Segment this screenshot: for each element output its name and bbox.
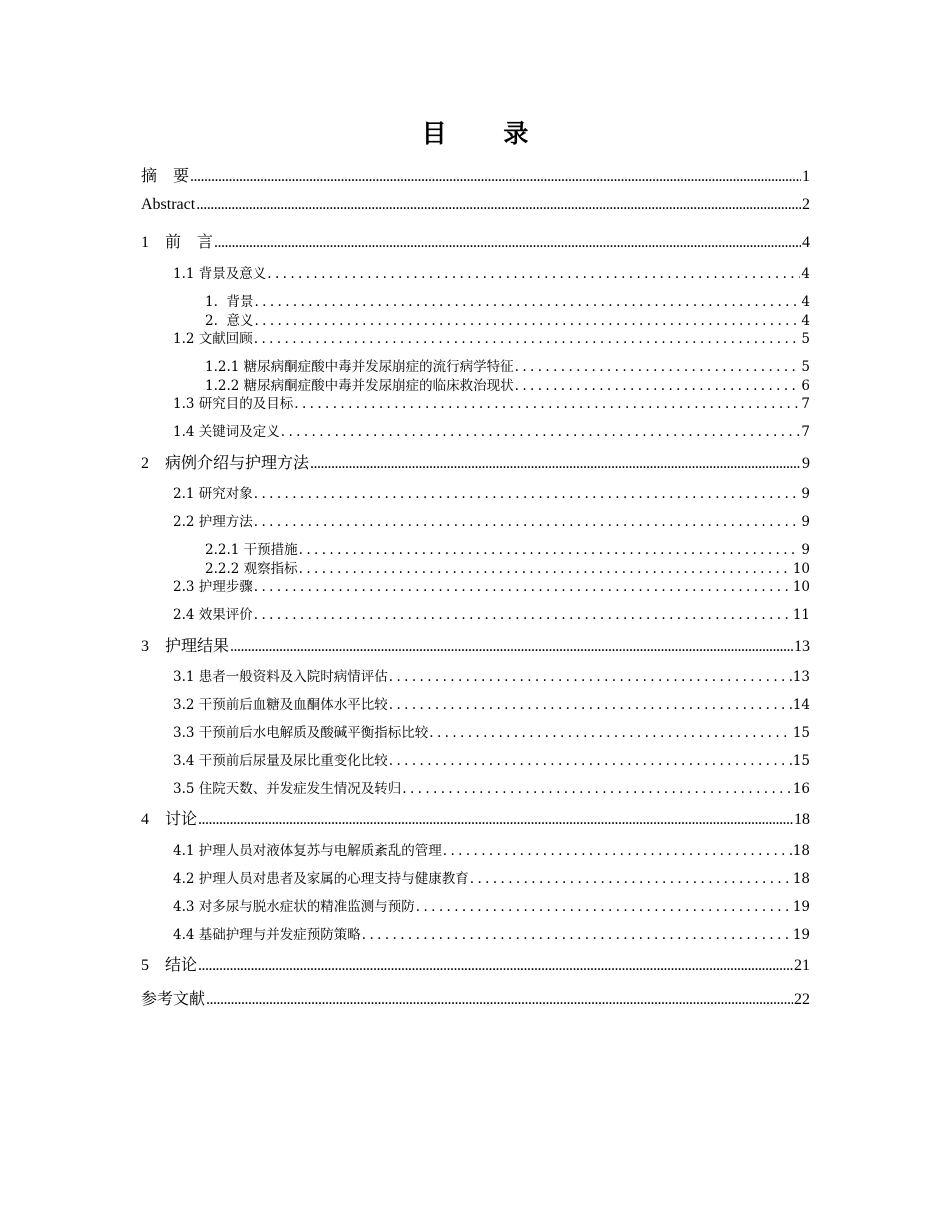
toc-entry-1-1[interactable]	[173, 262, 810, 282]
toc-entry-label: 4 讨论	[141, 811, 198, 828]
toc-entry-page: 11	[792, 607, 810, 623]
toc-leader-dots	[362, 927, 792, 943]
toc-leader-dots	[402, 781, 792, 797]
toc-entry-label: 3.1 患者一般资料及入院时病情评估	[173, 669, 388, 685]
toc-entry-references[interactable]	[141, 986, 810, 1009]
toc-entry-label: 1.2.1 糖尿病酮症酸中毒并发尿崩症的流行病学特征	[205, 359, 514, 375]
toc-entry-page: 4	[801, 266, 810, 282]
toc-entry-chapter-4[interactable]	[141, 806, 810, 829]
toc-leader-dots	[254, 294, 800, 310]
toc-entry-2-4[interactable]	[173, 603, 810, 623]
toc-leader-dots	[254, 607, 792, 623]
toc-entry-label: 2.2.2 观察指标	[205, 561, 298, 577]
toc-entry-page: 4	[802, 234, 810, 251]
toc-leader-dots	[206, 991, 793, 1009]
toc-leader-dots	[416, 899, 792, 915]
toc-entry-page: 10	[792, 561, 810, 577]
toc-entry-page: 19	[792, 899, 810, 915]
toc-entry-page: 5	[801, 331, 810, 347]
toc-entry-label: 3.4 干预前后尿量及尿比重变化比较	[173, 753, 388, 769]
toc-entry-label: 2.1 研究对象	[173, 486, 253, 502]
toc-entry-label: 4.2 护理人员对患者及家属的心理支持与健康教育	[173, 871, 469, 887]
toc-leader-dots	[389, 753, 792, 769]
toc-entry-page: 4	[801, 294, 810, 310]
toc-entry-page: 9	[801, 542, 810, 558]
toc-entry-1-1-a[interactable]	[205, 290, 810, 310]
toc-entry-label: 2.4 效果评价	[173, 607, 253, 623]
toc-entry-page: 13	[792, 669, 810, 685]
toc-entry-page: 1	[802, 168, 810, 185]
toc-entry-label: 5 结论	[141, 957, 198, 974]
toc-entry-page: 9	[801, 514, 810, 530]
toc-entry-2-2-1[interactable]	[205, 538, 810, 558]
toc-entry-1-2[interactable]	[173, 327, 810, 347]
toc-entry-label: 4.1 护理人员对液体复苏与电解质紊乱的管理	[173, 843, 442, 859]
toc-entry-label: 2.2.1 干预措施	[205, 542, 298, 558]
toc-entry-1-3[interactable]	[173, 392, 810, 412]
toc-entry-page: 19	[792, 927, 810, 943]
toc-entry-label: Abstract	[141, 196, 196, 213]
toc-entry-page: 15	[792, 753, 810, 769]
toc-entry-1-1-b[interactable]	[205, 309, 810, 329]
toc-leader-dots	[294, 396, 800, 412]
toc-leader-dots	[267, 266, 800, 282]
toc-entry-label: 4.4 基础护理与并发症预防策略	[173, 927, 361, 943]
toc-entry-2-1[interactable]	[173, 482, 810, 502]
toc-entry-chapter-2[interactable]	[141, 450, 810, 473]
toc-entry-page: 18	[792, 871, 810, 887]
toc-entry-3-1[interactable]	[173, 665, 810, 685]
toc-leader-dots	[254, 486, 801, 502]
toc-entry-page: 13	[794, 638, 810, 655]
toc-leader-dots	[198, 811, 793, 829]
toc-entry-3-3[interactable]	[173, 721, 810, 741]
toc-leader-dots	[254, 331, 801, 347]
toc-leader-dots	[443, 843, 792, 859]
toc-leader-dots	[281, 424, 801, 440]
toc-title: 目 录	[421, 119, 553, 148]
toc-leader-dots	[190, 168, 801, 186]
toc-entry-4-2[interactable]	[173, 867, 810, 887]
toc-entry-page: 9	[802, 455, 810, 472]
toc-entry-page: 10	[792, 579, 810, 595]
toc-entry-4-3[interactable]	[173, 895, 810, 915]
toc-entry-1-2-2[interactable]	[205, 374, 810, 394]
toc-entry-2-2-2[interactable]	[205, 557, 810, 577]
toc-leader-dots	[310, 455, 801, 473]
toc-leader-dots	[198, 957, 793, 975]
toc-entry-page: 18	[794, 811, 810, 828]
toc-entry-page: 21	[794, 957, 810, 974]
toc-entry-page: 22	[794, 991, 810, 1008]
toc-entry-label: 2 病例介绍与护理方法	[141, 455, 310, 472]
toc-entry-label: 3.5 住院天数、并发症发生情况及转归	[173, 781, 402, 797]
toc-leader-dots	[196, 196, 801, 214]
toc-entry-label: 摘 要	[141, 168, 190, 185]
toc-entry-label: 1. 背景	[205, 294, 254, 310]
toc-entry-page: 9	[801, 486, 810, 502]
toc-entry-page: 5	[801, 359, 810, 375]
toc-entry-4-4[interactable]	[173, 923, 810, 943]
toc-entry-label: 4.3 对多尿与脱水症状的精准监测与预防	[173, 899, 415, 915]
toc-entry-2-2[interactable]	[173, 510, 810, 530]
toc-leader-dots	[389, 669, 792, 685]
toc-entry-label: 1.1 背景及意义	[173, 266, 267, 282]
toc-entry-chapter-1[interactable]	[141, 229, 810, 252]
toc-entry-page: 18	[792, 843, 810, 859]
toc-entry-label: 1.3 研究目的及目标	[173, 396, 294, 412]
toc-leader-dots	[470, 871, 792, 887]
toc-leader-dots	[299, 542, 801, 558]
toc-entry-page: 2	[802, 196, 810, 213]
toc-entry-label: 1 前 言	[141, 234, 214, 251]
toc-entry-3-2[interactable]	[173, 693, 810, 713]
toc-entry-4-1[interactable]	[173, 839, 810, 859]
toc-entry-1-4[interactable]	[173, 420, 810, 440]
toc-entry-label: 参考文献	[141, 991, 206, 1008]
toc-entry-page: 7	[801, 424, 810, 440]
toc-leader-dots	[515, 359, 801, 375]
toc-entry-label: 3.3 干预前后水电解质及酸碱平衡指标比较	[173, 725, 429, 741]
toc-leader-dots	[254, 514, 801, 530]
toc-entry-label: 2.2 护理方法	[173, 514, 253, 530]
toc-entry-chapter-5[interactable]	[141, 952, 810, 975]
toc-entry-3-5[interactable]	[173, 777, 810, 797]
toc-leader-dots	[230, 638, 793, 656]
toc-entry-page: 16	[792, 781, 810, 797]
toc-entry-abstract-en[interactable]	[141, 196, 810, 214]
toc-entry-page: 7	[801, 396, 810, 412]
toc-leader-dots	[214, 234, 801, 252]
toc-entry-page: 4	[801, 313, 810, 329]
toc-entry-3-4[interactable]	[173, 749, 810, 769]
toc-entry-page: 6	[801, 378, 810, 394]
toc-entry-abstract-cn[interactable]	[141, 163, 810, 186]
toc-entry-label: 1.4 关键词及定义	[173, 424, 280, 440]
toc-entry-1-2-1[interactable]	[205, 355, 810, 375]
toc-entry-chapter-3[interactable]	[141, 633, 810, 656]
toc-leader-dots	[254, 579, 792, 595]
toc-leader-dots	[429, 725, 792, 741]
toc-entry-page: 15	[792, 725, 810, 741]
toc-entry-2-3[interactable]	[173, 575, 810, 595]
toc-entry-page: 14	[792, 697, 810, 713]
toc-leader-dots	[389, 697, 792, 713]
toc-entry-label: 2.3 护理步骤	[173, 579, 253, 595]
toc-entry-label: 3.2 干预前后血糖及血酮体水平比较	[173, 697, 388, 713]
toc-entry-label: 1.2.2 糖尿病酮症酸中毒并发尿崩症的临床救治现状	[205, 378, 514, 394]
toc-entry-label: 2. 意义	[205, 313, 254, 329]
toc-entry-label: 3 护理结果	[141, 638, 230, 655]
toc-entry-label: 1.2 文献回顾	[173, 331, 253, 347]
